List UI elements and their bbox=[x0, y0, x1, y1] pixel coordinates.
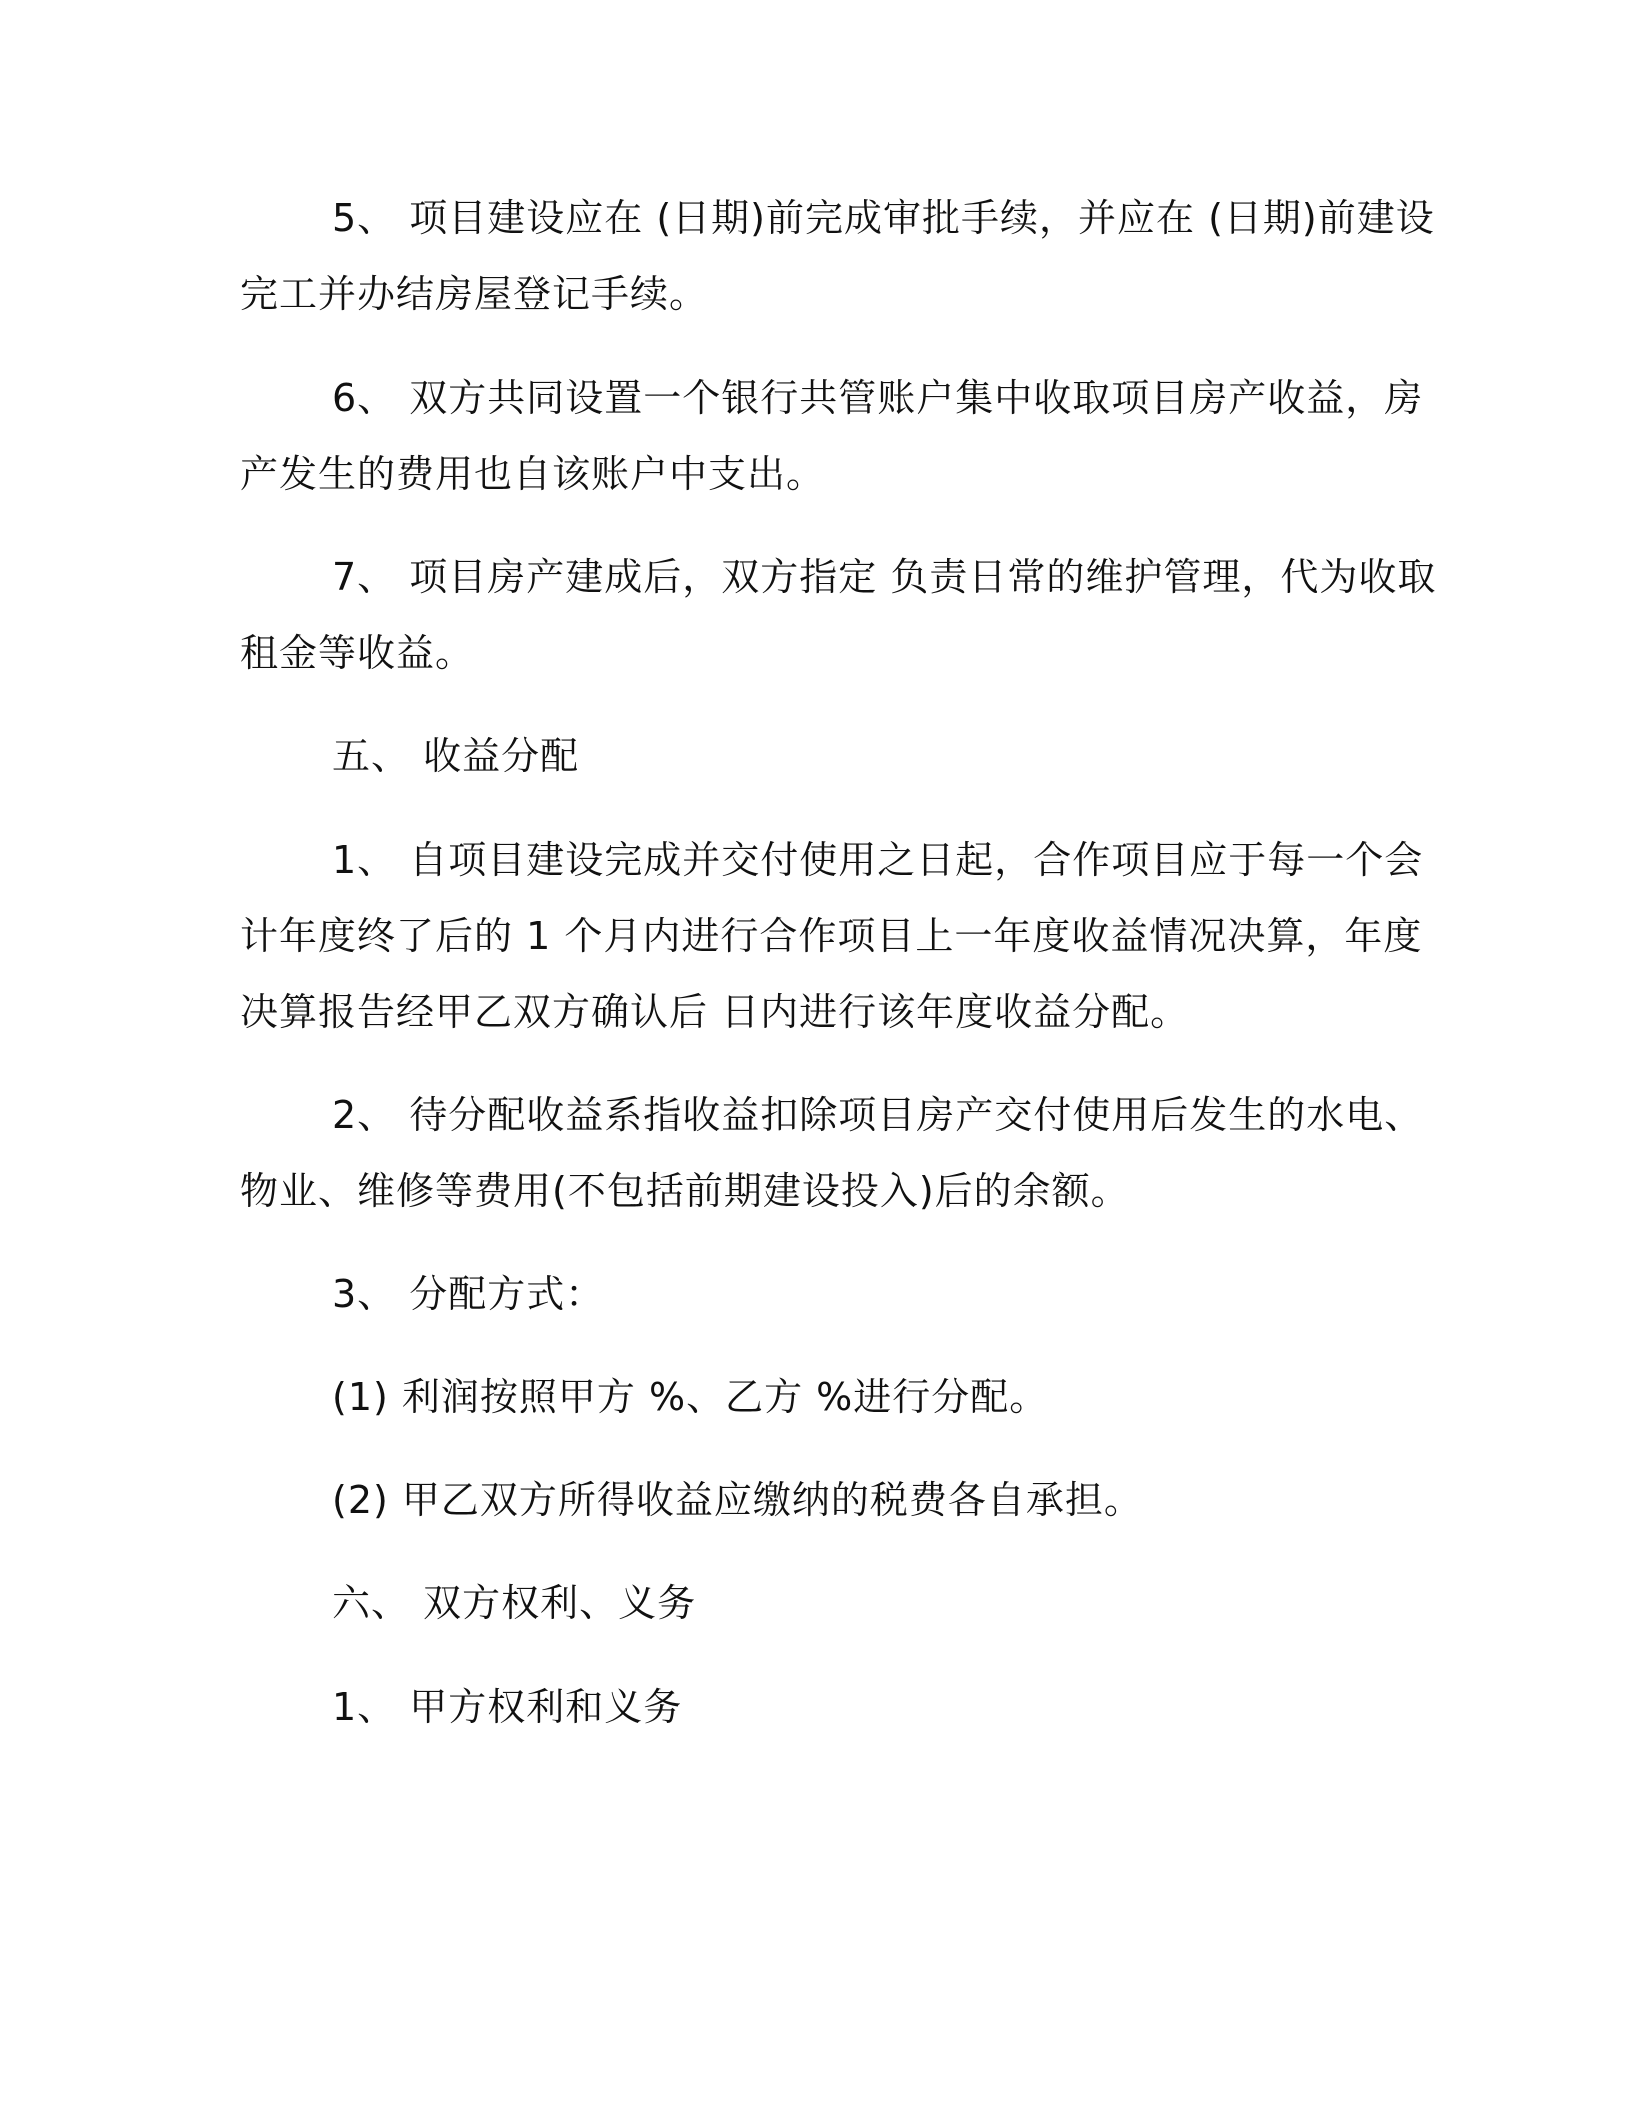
paragraph-item-6-line-2: 产发生的费用也自该账户中支出。 bbox=[240, 452, 826, 496]
paragraph-s5-item-3: 3、 分配方式： bbox=[332, 1272, 605, 1316]
paragraph-s5-item-1-line-1: 1、 自项目建设完成并交付使用之日起，合作项目应于每一个会 bbox=[332, 838, 1424, 882]
paragraph-s6-item-1: 1、 甲方权利和义务 bbox=[332, 1685, 683, 1729]
paragraph-item-5-line-1: 5、 项目建设应在 (日期)前完成审批手续，并应在 (日期)前建设 bbox=[332, 196, 1435, 240]
paragraph-s5-item-3-2: (2) 甲乙双方所得收益应缴纳的税费各自承担。 bbox=[332, 1478, 1143, 1522]
section-heading-5: 五、 收益分配 bbox=[332, 734, 580, 778]
paragraph-item-7-line-2: 租金等收益。 bbox=[240, 631, 475, 675]
paragraph-item-6-line-1: 6、 双方共同设置一个银行共管账户集中收取项目房产收益，房 bbox=[332, 376, 1424, 420]
paragraph-item-7-line-1: 7、 项目房产建成后，双方指定 负责日常的维护管理，代为收取 bbox=[332, 555, 1437, 599]
paragraph-s5-item-2-line-1: 2、 待分配收益系指收益扣除项目房产交付使用后发生的水电、 bbox=[332, 1093, 1424, 1137]
paragraph-item-5-line-2: 完工并办结房屋登记手续。 bbox=[240, 272, 709, 316]
section-heading-6: 六、 双方权利、义务 bbox=[332, 1581, 697, 1625]
paragraph-s5-item-1-line-2: 计年度终了后的 1 个月内进行合作项目上一年度收益情况决算，年度 bbox=[240, 914, 1423, 958]
paragraph-s5-item-2-line-2: 物业、维修等费用(不包括前期建设投入)后的余额。 bbox=[240, 1169, 1130, 1213]
paragraph-s5-item-1-line-3: 决算报告经甲乙双方确认后 日内进行该年度收益分配。 bbox=[240, 990, 1190, 1034]
paragraph-s5-item-3-1: (1) 利润按照甲方 %、乙方 %进行分配。 bbox=[332, 1375, 1049, 1419]
